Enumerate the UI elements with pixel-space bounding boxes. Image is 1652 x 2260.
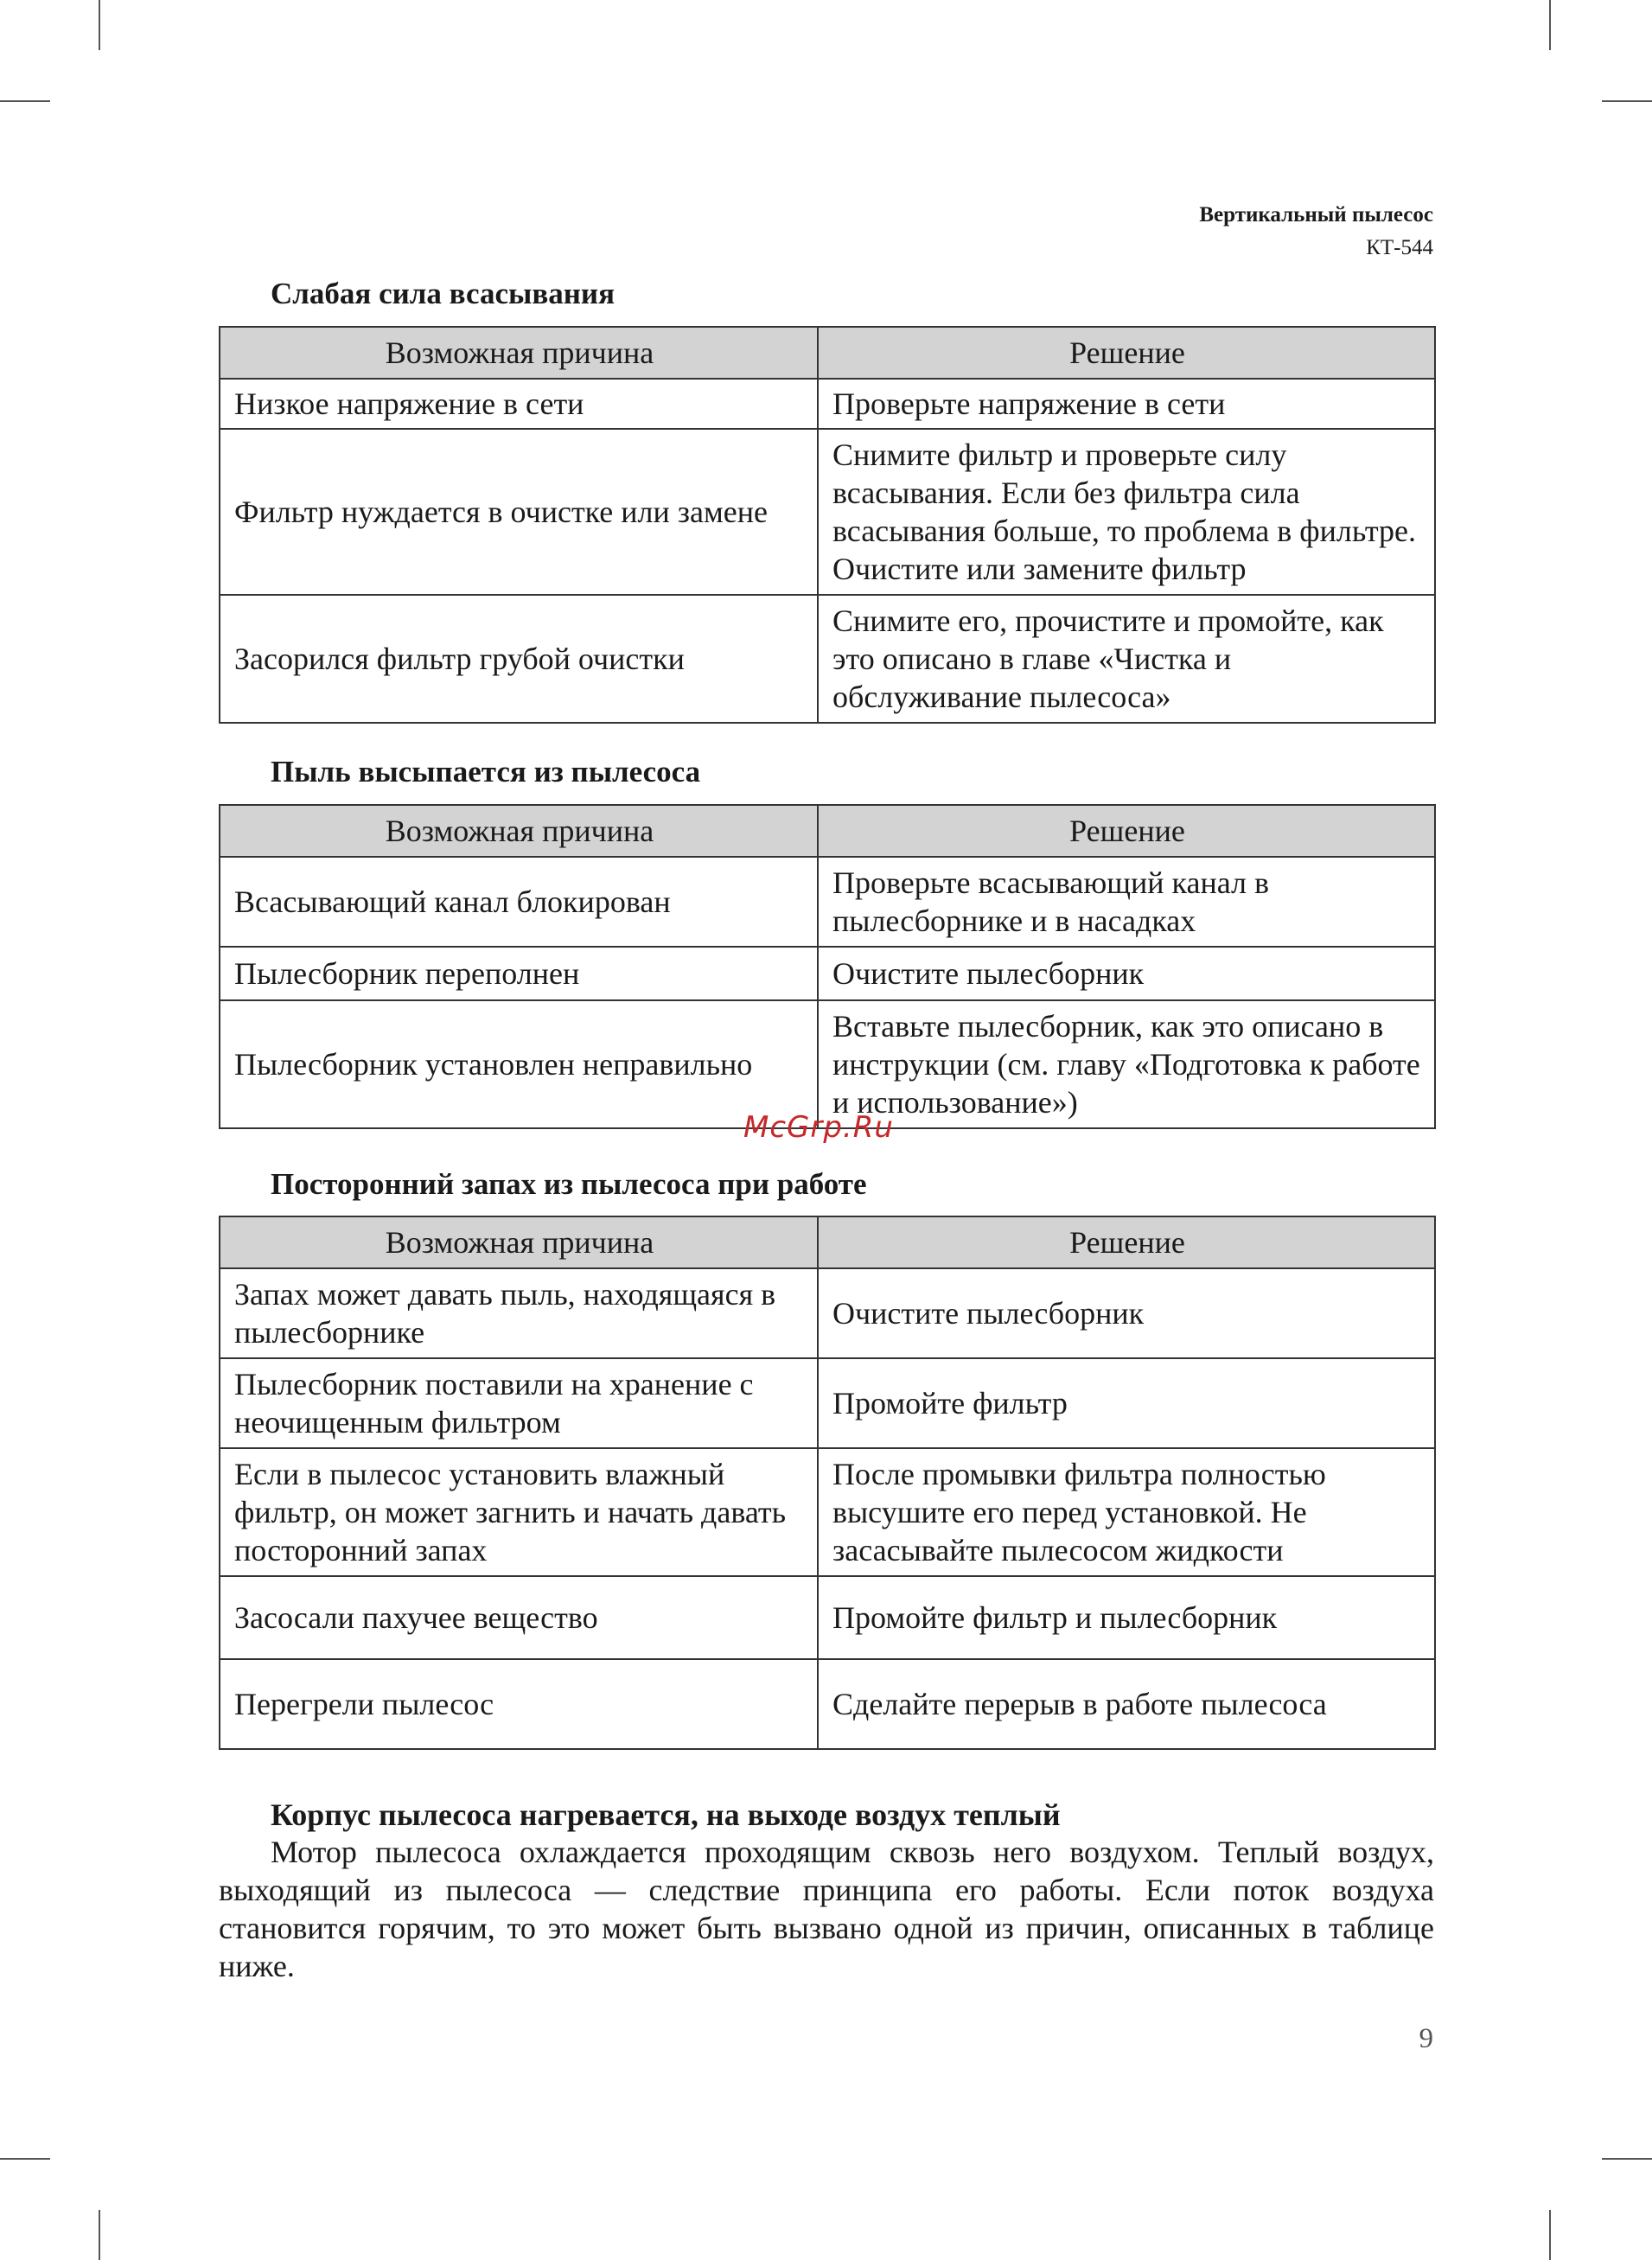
column-header-solution: Решение (818, 327, 1435, 379)
cause-cell: Если в пылесос установить влажный фильтр, он может загнить и начать давать посторонний запах (220, 1448, 818, 1576)
troubleshooting-table (219, 804, 1436, 1129)
solution-cell: Сделайте перерыв в работе пылесоса (818, 1659, 1435, 1749)
table-row (220, 1268, 1435, 1358)
cause-cell: Запах может давать пыль, находящаяся в пылесборнике (220, 1268, 818, 1358)
troubleshooting-table (219, 326, 1436, 724)
running-header (1199, 199, 1433, 265)
body-paragraph: Мотор пылесоса охлаждается проходящим сквозь него воздухом. Теплый воздух, выходящий из пылесоса — следствие принципа его работы. Если поток воздуха становится горячим, то это может быть вызвано одной из причин, описанных в таблице ниже. (219, 1835, 1434, 1983)
column-header-solution: Решение (818, 1216, 1435, 1268)
section-heading: Слабая сила всасывания (271, 277, 616, 310)
crop-mark (0, 2158, 50, 2160)
crop-mark (0, 100, 50, 102)
paragraph-heading: Корпус пылесоса нагревается, на выходе воздух теплый (271, 1797, 1061, 1832)
cause-cell: Засорился фильтр грубой очистки (220, 595, 818, 723)
table-row (220, 1448, 1435, 1576)
table-row (220, 1000, 1435, 1128)
cause-cell: Засосали пахучее вещество (220, 1576, 818, 1659)
solution-cell: Снимите фильтр и проверьте силу всасывания. Если без фильтра сила всасывания больше, то проблема в фильтре. Очистите или замените фильтр (818, 429, 1435, 595)
table-row (220, 595, 1435, 723)
crop-mark (1549, 2210, 1551, 2260)
table-row (220, 947, 1435, 1000)
table-header-row (220, 1216, 1435, 1268)
cause-cell: Всасывающий канал блокирован (220, 857, 818, 947)
crop-mark (1549, 0, 1551, 50)
table-row (220, 1659, 1435, 1749)
solution-cell: Очистите пылесборник (818, 1268, 1435, 1358)
solution-cell: Проверьте напряжение в сети (818, 379, 1435, 429)
table-row (220, 1576, 1435, 1659)
cause-cell: Фильтр нуждается в очистке или замене (220, 429, 818, 595)
table-row (220, 379, 1435, 429)
solution-cell: Промойте фильтр (818, 1358, 1435, 1448)
watermark: McGrp.Ru (743, 1110, 894, 1145)
crop-mark (1602, 100, 1652, 102)
header-title: Вертикальный пылесос (1199, 203, 1433, 227)
solution-cell: После промывки фильтра полностью высушите его перед установкой. Не засасывайте пылесосом жидкости (818, 1448, 1435, 1576)
crop-mark (99, 2210, 100, 2260)
table-row (220, 857, 1435, 947)
column-header-cause: Возможная причина (220, 327, 818, 379)
column-header-cause: Возможная причина (220, 1216, 818, 1268)
solution-cell: Вставьте пылесборник, как это описано в инструкции (см. главу «Подготовка к работе и использование») (818, 1000, 1435, 1128)
section-heading: Посторонний запах из пылесоса при работе (271, 1167, 867, 1201)
troubleshooting-table (219, 1216, 1436, 1750)
table-header-row (220, 327, 1435, 379)
solution-cell: Проверьте всасывающий канал в пылесборнике и в насадках (818, 857, 1435, 947)
table-row (220, 1358, 1435, 1448)
cause-cell: Пылесборник переполнен (220, 947, 818, 1000)
cause-cell: Пылесборник поставили на хранение с неочищенным фильтром (220, 1358, 818, 1448)
table-row (220, 429, 1435, 595)
cause-cell: Перегрели пылесос (220, 1659, 818, 1749)
cause-cell: Низкое напряжение в сети (220, 379, 818, 429)
page-number: 9 (1419, 2023, 1433, 2054)
solution-cell: Снимите его, прочистите и промойте, как это описано в главе «Чистка и обслуживание пылесоса» (818, 595, 1435, 723)
solution-cell: Промойте фильтр и пылесборник (818, 1576, 1435, 1659)
header-model: КТ-544 (1366, 236, 1433, 259)
table-header-row (220, 805, 1435, 857)
crop-mark (99, 0, 100, 50)
solution-cell: Очистите пылесборник (818, 947, 1435, 1000)
column-header-solution: Решение (818, 805, 1435, 857)
section-heading: Пыль высыпается из пылесоса (271, 755, 701, 788)
column-header-cause: Возможная причина (220, 805, 818, 857)
crop-mark (1602, 2158, 1652, 2160)
cause-cell: Пылесборник установлен неправильно (220, 1000, 818, 1128)
